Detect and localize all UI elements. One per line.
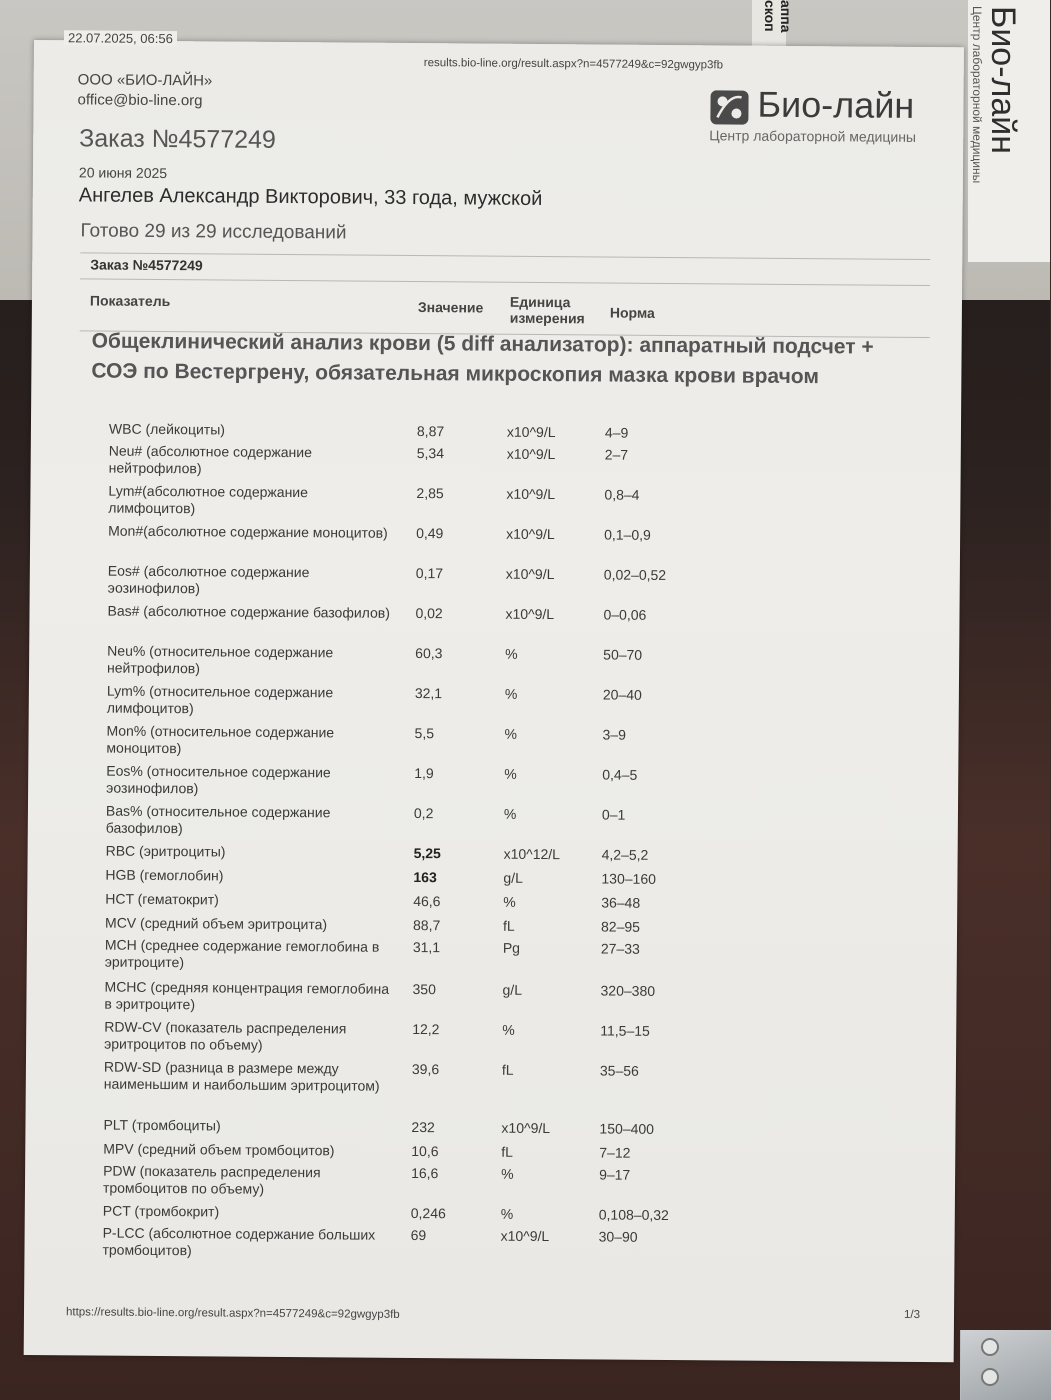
report-page	[24, 30, 964, 1362]
table-row	[27, 914, 957, 935]
row-value: 31,1	[412, 939, 441, 956]
divider	[80, 252, 930, 260]
row-norm: 3–9	[602, 726, 626, 743]
ready-status: Готово 29 из 29 исследований	[80, 220, 347, 244]
row-param-name: Eos# (абсолютное содержание эозинофилов)	[107, 562, 310, 597]
punch-hole	[981, 1368, 999, 1386]
bottom-url: https://results.bio-line.org/result.aspx?n=4577249&c=92gwgyp3fb	[65, 1306, 400, 1321]
peek-text: аппа скоп	[762, 0, 794, 33]
row-value: 88,7	[412, 917, 441, 934]
row-norm: 50–70	[603, 646, 643, 663]
row-norm: 130–160	[601, 870, 657, 887]
table-row	[28, 762, 958, 797]
side-brochure-subtitle: Центр лабораторной медицины	[970, 6, 984, 184]
row-norm: 20–40	[602, 686, 642, 703]
header-param: Показатель	[89, 292, 171, 310]
row-norm: 7–12	[599, 1144, 631, 1161]
row-norm: 27–33	[600, 940, 640, 957]
row-param-name: MCHC (средняя концентрация гемоглобина в эритроците)	[104, 978, 390, 1013]
header-unit	[510, 294, 585, 327]
row-param-name: Mon% (относительное содержание моноцитов)	[106, 722, 335, 757]
row-param-name: RDW-SD (разница в размере между наименьшим и наибольшим эритроцитом)	[103, 1058, 380, 1094]
row-norm: 0,8–4	[604, 486, 640, 503]
table-row	[26, 1058, 956, 1094]
row-norm: 2–7	[604, 446, 629, 463]
row-param-name: MPV (средний объем тромбоцитов)	[103, 1140, 335, 1159]
row-value: 163	[413, 869, 437, 886]
row-norm: 0,4–5	[602, 766, 638, 783]
table-row	[25, 1162, 955, 1197]
company-email: office@bio-line.org	[77, 91, 203, 110]
header-unit-line2: измерения	[509, 309, 585, 327]
paper-peek	[752, 0, 794, 48]
table-row	[31, 482, 961, 517]
row-unit: g/L	[503, 869, 523, 886]
table-row	[29, 642, 959, 677]
row-norm: 0,108–0,32	[598, 1206, 669, 1224]
row-param-name: Bas# (абсолютное содержание базофилов)	[107, 602, 390, 621]
row-value: 0,2	[413, 805, 434, 822]
header-norm: Норма	[609, 304, 655, 321]
row-param-name: Eos% (относительное содержание эозинофилов)	[106, 762, 331, 797]
table-row	[27, 890, 957, 911]
row-value: 12,2	[412, 1021, 440, 1038]
row-param-name: WBC (лейкоциты)	[108, 420, 226, 438]
row-param-name: P-LCC (абсолютное содержание больших тромбоцитов)	[102, 1224, 376, 1259]
plastic-sleeve	[960, 1330, 1051, 1400]
header-value: Значение	[417, 299, 484, 316]
row-unit: %	[502, 1021, 515, 1038]
side-brochure-logo: Био-лайн	[984, 6, 1022, 155]
row-unit: x10^9/L	[505, 565, 555, 583]
table-row	[25, 1202, 955, 1224]
row-value: 16,6	[411, 1164, 439, 1182]
row-norm: 0,1–0,9	[604, 526, 651, 543]
table-row	[30, 602, 960, 623]
row-norm: 35–56	[599, 1062, 639, 1079]
header-unit-line1: Единица	[509, 293, 571, 311]
row-param-name: Lym#(абсолютное содержание лимфоцитов)	[108, 482, 309, 517]
row-param-name: Bas% (относительное содержание базофилов)	[105, 802, 331, 837]
row-unit: x10^9/L	[506, 445, 556, 463]
row-norm: 30–90	[598, 1228, 638, 1245]
row-value: 232	[411, 1118, 435, 1136]
row-value: 8,87	[416, 423, 445, 440]
table-row	[28, 866, 958, 887]
table-row	[25, 1224, 955, 1259]
order-date: 20 июня 2025	[78, 164, 168, 182]
row-unit: x10^9/L	[506, 525, 555, 543]
row-unit: fL	[501, 1061, 514, 1078]
patient-info: Ангелев Александр Викторович, 33 года, мужской	[78, 184, 543, 210]
row-norm: 36–48	[601, 894, 641, 911]
table-row	[28, 802, 958, 837]
row-unit: %	[504, 685, 518, 702]
row-value: 10,6	[411, 1142, 439, 1160]
row-param-name: Neu% (относительное содержание нейтрофилов)	[107, 642, 334, 677]
order-subtitle: Заказ №4577249	[90, 256, 203, 274]
table-row	[29, 682, 959, 717]
row-value: 2,85	[416, 485, 444, 502]
row-unit: g/L	[502, 981, 523, 998]
row-norm: 4–9	[604, 424, 629, 441]
row-norm: 0,02–0,52	[603, 566, 667, 583]
row-value: 69	[410, 1226, 427, 1244]
row-unit: x10^9/L	[501, 1119, 551, 1137]
row-norm: 82–95	[600, 918, 641, 935]
table-row	[30, 562, 960, 597]
row-unit: %	[503, 893, 516, 910]
row-unit: x10^9/L	[505, 605, 555, 623]
company-name: ООО «БИО-ЛАЙН»	[77, 71, 213, 90]
table-row	[26, 1018, 956, 1053]
row-param-name: HCT (гематокрит)	[105, 890, 219, 908]
row-unit: %	[505, 645, 518, 662]
row-unit: x10^9/L	[500, 1227, 550, 1245]
page-number: 1/3	[903, 1308, 921, 1321]
company-block	[77, 70, 212, 111]
row-value: 0,02	[415, 605, 443, 622]
row-param-name: Lym% (относительное содержание лимфоцитов)	[106, 682, 334, 717]
section-title: Общеклинический анализ крови (5 diff анализатор): аппаратный подсчет + СОЭ по Вестергрену, обязательная микроскопия мазка крови врачом	[91, 329, 874, 389]
row-unit: %	[501, 1165, 514, 1182]
row-value: 1,9	[414, 765, 434, 782]
row-unit: %	[500, 1205, 514, 1222]
row-param-name: MCV (средний объем эритроцита)	[105, 914, 328, 933]
row-param-name: HGB (гемоглобин)	[105, 866, 224, 884]
bioline-logo-icon	[709, 89, 749, 125]
row-param-name: PDW (показатель распределения тромбоцитов по объему)	[102, 1162, 321, 1197]
row-norm: 150–400	[599, 1120, 655, 1137]
row-value: 5,25	[413, 845, 441, 862]
row-value: 32,1	[414, 685, 443, 702]
row-unit: x10^12/L	[503, 845, 561, 863]
table-row	[31, 420, 961, 441]
row-value: 39,6	[411, 1061, 440, 1078]
divider	[80, 278, 930, 286]
row-unit: Pg	[502, 939, 521, 956]
brand-logo	[709, 83, 939, 151]
row-norm: 0–0,06	[603, 606, 647, 623]
row-param-name: MCH (среднее содержание гемоглобина в эритроците)	[104, 936, 380, 971]
row-norm: 0–1	[601, 806, 626, 823]
order-title: Заказ №4577249	[79, 124, 277, 154]
row-unit: x10^9/L	[506, 485, 556, 503]
row-value: 0,17	[415, 565, 444, 582]
row-value: 0,246	[410, 1204, 446, 1222]
row-unit: fL	[501, 1143, 514, 1160]
table-row	[27, 936, 957, 971]
brand-name: Био-лайн	[757, 83, 915, 126]
table-row	[30, 522, 960, 543]
print-datetime: 22.07.2025, 06:56	[64, 30, 177, 46]
row-param-name: Neu# (абсолютное содержание нейтрофилов)	[108, 442, 312, 477]
table-row	[29, 722, 959, 757]
table-row	[26, 1116, 956, 1137]
row-value: 5,34	[416, 445, 445, 462]
row-unit: %	[504, 765, 517, 782]
row-param-name: PLT (тромбоциты)	[103, 1116, 221, 1134]
row-norm: 11,5–15	[600, 1022, 650, 1039]
brand-subtitle: Центр лабораторной медицины	[709, 127, 917, 145]
table-row	[25, 1140, 955, 1161]
row-param-name: Mon#(абсолютное содержание моноцитов)	[108, 522, 388, 541]
table-row	[31, 442, 961, 477]
table-row	[28, 842, 958, 863]
row-unit: fL	[502, 917, 515, 934]
row-value: 0,49	[416, 525, 444, 542]
row-value: 46,6	[413, 893, 441, 910]
row-unit: x10^9/L	[506, 423, 556, 441]
row-norm: 4,2–5,2	[601, 846, 649, 863]
table-row	[27, 978, 957, 1013]
row-param-name: RBC (эритроциты)	[105, 842, 226, 860]
top-url: results.bio-line.org/result.aspx?n=4577249&c=92gwgyp3fb	[423, 57, 724, 72]
row-unit: %	[504, 725, 518, 742]
row-param-name: PCT (тромбокрит)	[102, 1202, 220, 1220]
row-param-name: RDW-CV (показатель распределения эритроцитов по объему)	[104, 1018, 347, 1053]
punch-hole	[981, 1338, 999, 1356]
row-norm: 320–380	[600, 982, 656, 999]
row-unit: %	[503, 805, 517, 822]
row-norm: 9–17	[599, 1166, 631, 1183]
row-value: 60,3	[415, 645, 443, 662]
row-value: 5,5	[414, 725, 435, 742]
side-brochure	[968, 0, 1050, 262]
row-value: 350	[412, 981, 436, 998]
